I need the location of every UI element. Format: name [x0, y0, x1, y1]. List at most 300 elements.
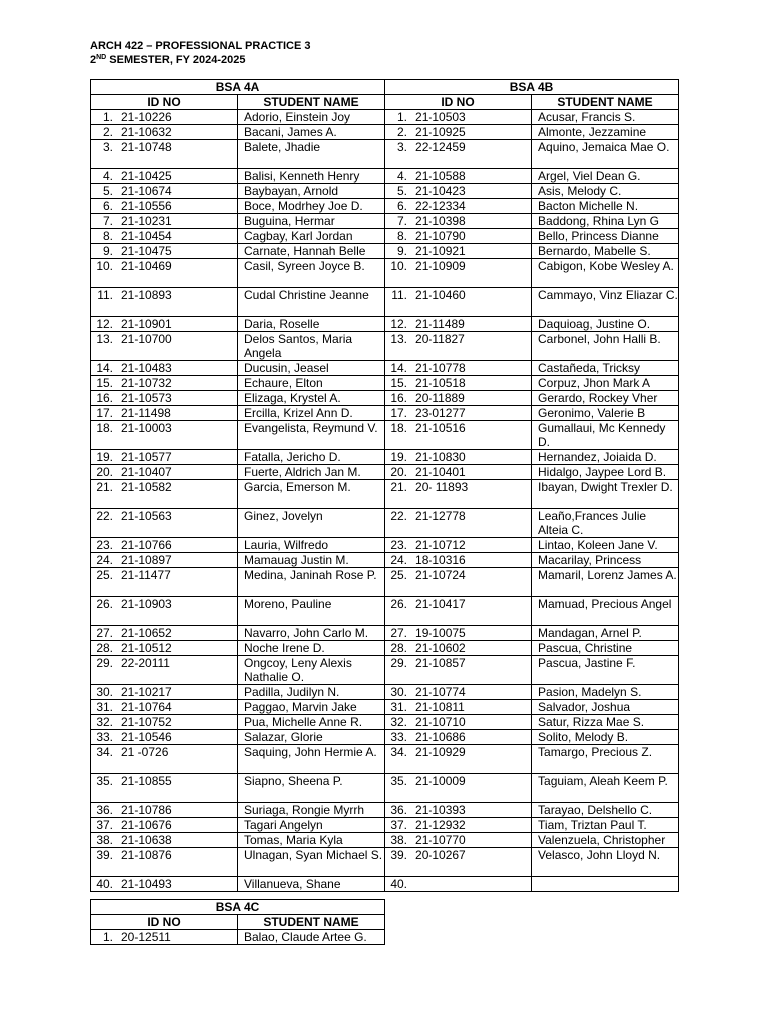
column-header-id: ID NO — [91, 95, 238, 110]
student-name: Ulnagan, Syan Michael S. — [238, 848, 385, 877]
column-header-name: STUDENT NAME — [238, 95, 385, 110]
id-cell — [385, 244, 532, 259]
row-number: 14. — [96, 361, 113, 375]
id-cell — [385, 184, 532, 199]
student-name: Pascua, Jastine F. — [532, 656, 679, 685]
section-title-4c: BSA 4C — [91, 900, 385, 915]
id-cell — [385, 745, 532, 774]
id-cell — [385, 140, 532, 169]
row-number: 14. — [390, 361, 408, 375]
row-number: 4. — [397, 169, 408, 183]
student-name: Cabigon, Kobe Wesley A. — [532, 259, 679, 288]
id-cell — [385, 597, 532, 626]
table-row — [91, 833, 679, 848]
id-cell — [91, 715, 238, 730]
id-cell — [91, 774, 238, 803]
student-name: Leaño,Frances Julie Alteia C. — [532, 509, 679, 538]
id-cell — [385, 774, 532, 803]
student-id: 21-10602 — [415, 641, 466, 655]
id-cell — [385, 848, 532, 877]
student-id: 21-10811 — [415, 700, 465, 714]
student-id: 21-10217 — [121, 685, 172, 699]
table-row — [91, 509, 679, 538]
student-id: 20-12511 — [121, 930, 171, 944]
course-title: ARCH 422 – PROFESSIONAL PRACTICE 3 — [90, 40, 311, 52]
id-cell — [385, 317, 532, 332]
student-id: 18-10316 — [415, 553, 466, 567]
row-number: 39. — [390, 848, 408, 862]
student-id: 20-10267 — [415, 848, 466, 862]
student-id: 21-10857 — [415, 656, 466, 670]
student-name: Boce, Modrhey Joe D. — [238, 199, 385, 214]
student-id: 21-10475 — [121, 244, 172, 258]
student-name: Evangelista, Reymund V. — [238, 421, 385, 450]
id-cell — [91, 730, 238, 745]
student-name: Balao, Claude Artee G. — [238, 930, 385, 945]
student-name: Medina, Janinah Rose P. — [238, 568, 385, 597]
id-cell — [385, 509, 532, 538]
id-cell — [91, 169, 238, 184]
table-row — [91, 730, 679, 745]
student-name: Gerardo, Rockey Vher — [532, 391, 679, 406]
row-number: 26. — [390, 597, 408, 611]
student-name: Velasco, John Lloyd N. — [532, 848, 679, 877]
id-cell — [385, 818, 532, 833]
student-name: Bacani, James A. — [238, 125, 385, 140]
id-cell — [385, 391, 532, 406]
table-row — [91, 877, 679, 892]
row-number: 34. — [390, 745, 408, 759]
student-name: Solito, Melody B. — [532, 730, 679, 745]
student-name: Macarilay, Princess — [532, 553, 679, 568]
row-number: 25. — [96, 568, 113, 582]
id-cell — [91, 376, 238, 391]
student-name: Pasion, Madelyn S. — [532, 685, 679, 700]
student-id: 21-10876 — [121, 848, 172, 862]
table-row — [91, 553, 679, 568]
student-name: Aquino, Jemaica Mae O. — [532, 140, 679, 169]
id-cell — [385, 877, 532, 892]
id-cell — [91, 685, 238, 700]
student-id: 21-10778 — [415, 361, 466, 375]
row-number: 21. — [96, 480, 113, 494]
student-name: Carnate, Hannah Belle — [238, 244, 385, 259]
student-name: Mamauag Justin M. — [238, 553, 385, 568]
table-row — [91, 568, 679, 597]
student-id: 21-12932 — [415, 818, 466, 832]
id-cell — [91, 332, 238, 361]
student-id: 23-01277 — [415, 406, 466, 420]
row-number: 31. — [390, 700, 408, 714]
row-number: 17. — [96, 406, 113, 420]
student-id: 21-10573 — [121, 391, 172, 405]
row-number: 1. — [102, 110, 113, 124]
id-cell — [385, 110, 532, 125]
id-cell — [91, 288, 238, 317]
student-name: Hernandez, Joiaida D. — [532, 450, 679, 465]
student-id: 21-10518 — [415, 376, 466, 390]
row-number: 35. — [96, 774, 113, 788]
table-row — [91, 848, 679, 877]
row-number: 20. — [96, 465, 113, 479]
student-name: Balisi, Kenneth Henry — [238, 169, 385, 184]
table-row — [91, 376, 679, 391]
id-cell — [385, 229, 532, 244]
student-id: 21-10556 — [121, 199, 172, 213]
student-name: Casil, Syreen Joyce B. — [238, 259, 385, 288]
student-id: 21-10676 — [121, 818, 172, 832]
table-row — [91, 803, 679, 818]
table-row — [91, 332, 679, 361]
student-name: Ibayan, Dwight Trexler D. — [532, 480, 679, 509]
row-number: 2. — [397, 125, 408, 139]
table-row — [91, 361, 679, 376]
id-cell — [91, 818, 238, 833]
id-cell — [385, 199, 532, 214]
table-row — [91, 818, 679, 833]
student-id: 21-10231 — [121, 214, 172, 228]
student-name: Tarayao, Delshello C. — [532, 803, 679, 818]
table-row — [91, 244, 679, 259]
student-id: 21-10469 — [121, 259, 172, 273]
section-title-4b: BSA 4B — [385, 80, 679, 95]
student-name: Acusar, Francis S. — [532, 110, 679, 125]
student-id: 21-10425 — [121, 169, 172, 183]
row-number: 4. — [102, 169, 113, 183]
row-number: 30. — [96, 685, 113, 699]
document-header — [90, 39, 310, 67]
table-row — [91, 406, 679, 421]
column-header-name: STUDENT NAME — [238, 915, 385, 930]
id-cell — [385, 376, 532, 391]
student-name: Tomas, Maria Kyla — [238, 833, 385, 848]
row-number: 27. — [96, 626, 113, 640]
student-name: Geronimo, Valerie B — [532, 406, 679, 421]
section-ab-table — [90, 79, 679, 892]
student-id: 21-10724 — [415, 568, 466, 582]
student-name: Castañeda, Tricksy — [532, 361, 679, 376]
row-number: 38. — [390, 833, 408, 847]
id-cell — [91, 641, 238, 656]
student-name: Ongcoy, Leny Alexis Nathalie O. — [238, 656, 385, 685]
student-id: 21-10512 — [121, 641, 172, 655]
student-name: Villanueva, Shane — [238, 877, 385, 892]
student-name: Corpuz, Jhon Mark A — [532, 376, 679, 391]
section-title-4a: BSA 4A — [91, 80, 385, 95]
row-number: 16. — [390, 391, 408, 405]
student-name: Mandagan, Arnel P. — [532, 626, 679, 641]
table-row — [91, 125, 679, 140]
student-id: 21-10774 — [415, 685, 466, 699]
row-number: 37. — [390, 818, 408, 832]
id-cell — [91, 199, 238, 214]
table-row — [91, 774, 679, 803]
student-name: Fatalla, Jericho D. — [238, 450, 385, 465]
student-name: Daria, Roselle — [238, 317, 385, 332]
student-id: 21-10752 — [121, 715, 172, 729]
row-number: 37. — [96, 818, 113, 832]
row-number: 26. — [96, 597, 113, 611]
student-id: 22-20111 — [121, 656, 170, 670]
student-id: 21-10921 — [415, 244, 466, 258]
student-id: 21-10897 — [121, 553, 172, 567]
id-cell — [91, 509, 238, 538]
row-number: 10. — [96, 259, 113, 273]
student-name — [532, 877, 679, 892]
student-id: 21-10732 — [121, 376, 172, 390]
row-number: 24. — [390, 553, 408, 567]
student-id: 21-10407 — [121, 465, 172, 479]
student-id: 21-10909 — [415, 259, 466, 273]
id-cell — [385, 538, 532, 553]
student-id: 21-10226 — [121, 110, 172, 124]
id-cell — [91, 110, 238, 125]
student-id: 21-10009 — [415, 774, 466, 788]
student-name: Asis, Melody C. — [532, 184, 679, 199]
id-cell — [91, 626, 238, 641]
row-number: 17. — [390, 406, 408, 420]
row-number: 3. — [102, 140, 113, 154]
table-row — [91, 538, 679, 553]
row-number: 12. — [96, 317, 113, 331]
table-row — [91, 715, 679, 730]
row-number: 13. — [96, 332, 113, 346]
id-cell — [91, 833, 238, 848]
semester-line: 2ND SEMESTER, FY 2024-2025 — [90, 54, 246, 66]
table-row — [91, 465, 679, 480]
row-number: 39. — [96, 848, 113, 862]
student-id: 21 -0726 — [121, 745, 169, 759]
student-name: Cagbay, Karl Jordan — [238, 229, 385, 244]
id-cell — [91, 568, 238, 597]
id-cell — [385, 715, 532, 730]
student-id: 20-11889 — [415, 391, 465, 405]
id-cell — [91, 553, 238, 568]
student-name: Moreno, Pauline — [238, 597, 385, 626]
student-rows — [91, 110, 679, 892]
student-name: Bello, Princess Dianne — [532, 229, 679, 244]
id-cell — [385, 214, 532, 229]
student-name: Padilla, Judilyn N. — [238, 685, 385, 700]
student-id: 21-10855 — [121, 774, 172, 788]
student-id: 21-10748 — [121, 140, 172, 154]
id-cell — [385, 259, 532, 288]
column-header-id: ID NO — [91, 915, 238, 930]
id-cell — [385, 568, 532, 597]
id-cell — [385, 803, 532, 818]
id-cell — [385, 553, 532, 568]
student-id: 21-12778 — [415, 509, 466, 523]
student-name: Siapno, Sheena P. — [238, 774, 385, 803]
row-number: 11. — [391, 288, 408, 302]
student-id: 21-10686 — [415, 730, 466, 744]
id-cell — [385, 288, 532, 317]
row-number: 15. — [390, 376, 408, 390]
row-number: 9. — [102, 244, 113, 258]
row-number: 36. — [390, 803, 408, 817]
row-number: 32. — [390, 715, 408, 729]
id-cell — [385, 421, 532, 450]
student-name: Salazar, Glorie — [238, 730, 385, 745]
id-cell — [385, 465, 532, 480]
student-id: 21-10929 — [415, 745, 466, 759]
student-id: 21-10790 — [415, 229, 466, 243]
student-name: Buguina, Hermar — [238, 214, 385, 229]
table-row — [91, 421, 679, 450]
student-name: Tiam, Triztan Paul T. — [532, 818, 679, 833]
student-name: Saquing, John Hermie A. — [238, 745, 385, 774]
id-cell — [385, 641, 532, 656]
id-cell — [91, 229, 238, 244]
row-number: 6. — [102, 199, 113, 213]
student-name: Taguiam, Aleah Keem P. — [532, 774, 679, 803]
table-row — [91, 229, 679, 244]
student-name: Suriaga, Rongie Myrrh — [238, 803, 385, 818]
table-row — [91, 391, 679, 406]
id-cell — [91, 361, 238, 376]
student-name: Adorio, Einstein Joy — [238, 110, 385, 125]
row-number: 10. — [390, 259, 408, 273]
row-number: 23. — [96, 538, 113, 552]
table-row — [91, 597, 679, 626]
row-number: 18. — [96, 421, 113, 435]
student-id: 21-10632 — [121, 125, 172, 139]
id-cell — [91, 421, 238, 450]
student-id: 21-10901 — [121, 317, 172, 331]
student-rows — [91, 930, 385, 945]
student-id: 21-10417 — [415, 597, 466, 611]
student-id: 21-10493 — [121, 877, 172, 891]
table-row — [91, 450, 679, 465]
id-cell — [385, 169, 532, 184]
id-cell — [91, 259, 238, 288]
table-row — [91, 184, 679, 199]
student-name: Bacton Michelle N. — [532, 199, 679, 214]
student-name: Garcia, Emerson M. — [238, 480, 385, 509]
student-name: Mamaril, Lorenz James A. — [532, 568, 679, 597]
id-cell — [91, 125, 238, 140]
table-row — [91, 480, 679, 509]
id-cell — [91, 214, 238, 229]
id-cell — [91, 480, 238, 509]
row-number: 9. — [397, 244, 408, 258]
id-cell — [385, 361, 532, 376]
student-name: Baddong, Rhina Lyn G — [532, 214, 679, 229]
table-row — [91, 930, 385, 945]
student-id: 19-10075 — [415, 626, 466, 640]
row-number: 33. — [96, 730, 113, 744]
id-cell — [91, 465, 238, 480]
id-cell — [91, 140, 238, 169]
student-name: Mamuad, Precious Angel — [532, 597, 679, 626]
id-cell — [91, 317, 238, 332]
id-cell — [91, 406, 238, 421]
row-number: 19. — [96, 450, 113, 464]
student-id: 21-10893 — [121, 288, 172, 302]
student-name: Navarro, John Carlo M. — [238, 626, 385, 641]
row-number: 19. — [390, 450, 408, 464]
student-id: 21-10546 — [121, 730, 172, 744]
student-id: 21-10401 — [415, 465, 466, 479]
row-number: 1. — [397, 110, 408, 124]
student-id: 21-10700 — [121, 332, 172, 346]
student-id: 21-10712 — [415, 538, 466, 552]
student-id: 21-10460 — [415, 288, 466, 302]
id-cell — [91, 244, 238, 259]
id-cell — [385, 700, 532, 715]
id-cell — [385, 125, 532, 140]
table-row — [91, 214, 679, 229]
row-number: 34. — [96, 745, 113, 759]
student-name: Cammayo, Vinz Eliazar C. — [532, 288, 679, 317]
student-id: 21-10652 — [121, 626, 172, 640]
row-number: 6. — [397, 199, 408, 213]
student-id: 21-11489 — [415, 317, 465, 331]
row-number: 11. — [97, 288, 113, 302]
section-c-table — [90, 899, 385, 945]
student-id: 21-10770 — [415, 833, 466, 847]
row-number: 30. — [390, 685, 408, 699]
id-cell — [91, 700, 238, 715]
id-cell — [91, 656, 238, 685]
id-cell — [385, 626, 532, 641]
row-number: 36. — [96, 803, 113, 817]
student-name: Satur, Rizza Mae S. — [532, 715, 679, 730]
student-name: Tamargo, Precious Z. — [532, 745, 679, 774]
student-name: Argel, Viel Dean G. — [532, 169, 679, 184]
student-id: 21-10483 — [121, 361, 172, 375]
student-id: 21-10925 — [415, 125, 466, 139]
student-id: 21-10830 — [415, 450, 466, 464]
row-number: 2. — [102, 125, 113, 139]
student-id: 21-10710 — [415, 715, 466, 729]
student-id: 21-10766 — [121, 538, 172, 552]
student-name: Paggao, Marvin Jake — [238, 700, 385, 715]
student-name: Elizaga, Krystel A. — [238, 391, 385, 406]
table-row — [91, 641, 679, 656]
row-number: 40. — [390, 877, 408, 891]
student-id: 22-12334 — [415, 199, 466, 213]
student-id: 21-10638 — [121, 833, 172, 847]
table-row — [91, 110, 679, 125]
student-id: 21-10674 — [121, 184, 172, 198]
row-number: 16. — [96, 391, 113, 405]
id-cell — [385, 332, 532, 361]
row-number: 20. — [390, 465, 408, 479]
student-name: Noche Irene D. — [238, 641, 385, 656]
id-cell — [91, 538, 238, 553]
student-name: Carbonel, John Halli B. — [532, 332, 679, 361]
row-number: 22. — [390, 509, 408, 523]
student-name: Bernardo, Mabelle S. — [532, 244, 679, 259]
row-number: 15. — [96, 376, 113, 390]
table-row — [91, 288, 679, 317]
id-cell — [91, 391, 238, 406]
table-row — [91, 745, 679, 774]
student-id: 21-10423 — [415, 184, 466, 198]
row-number: 3. — [397, 140, 408, 154]
student-id: 21-11498 — [121, 406, 171, 420]
row-number: 18. — [390, 421, 408, 435]
student-id: 21-10503 — [415, 110, 466, 124]
table-row — [91, 140, 679, 169]
student-id: 21-10764 — [121, 700, 172, 714]
id-cell — [91, 803, 238, 818]
table-row — [91, 626, 679, 641]
id-cell — [385, 685, 532, 700]
student-id: 21-10454 — [121, 229, 172, 243]
student-name: Salvador, Joshua — [532, 700, 679, 715]
